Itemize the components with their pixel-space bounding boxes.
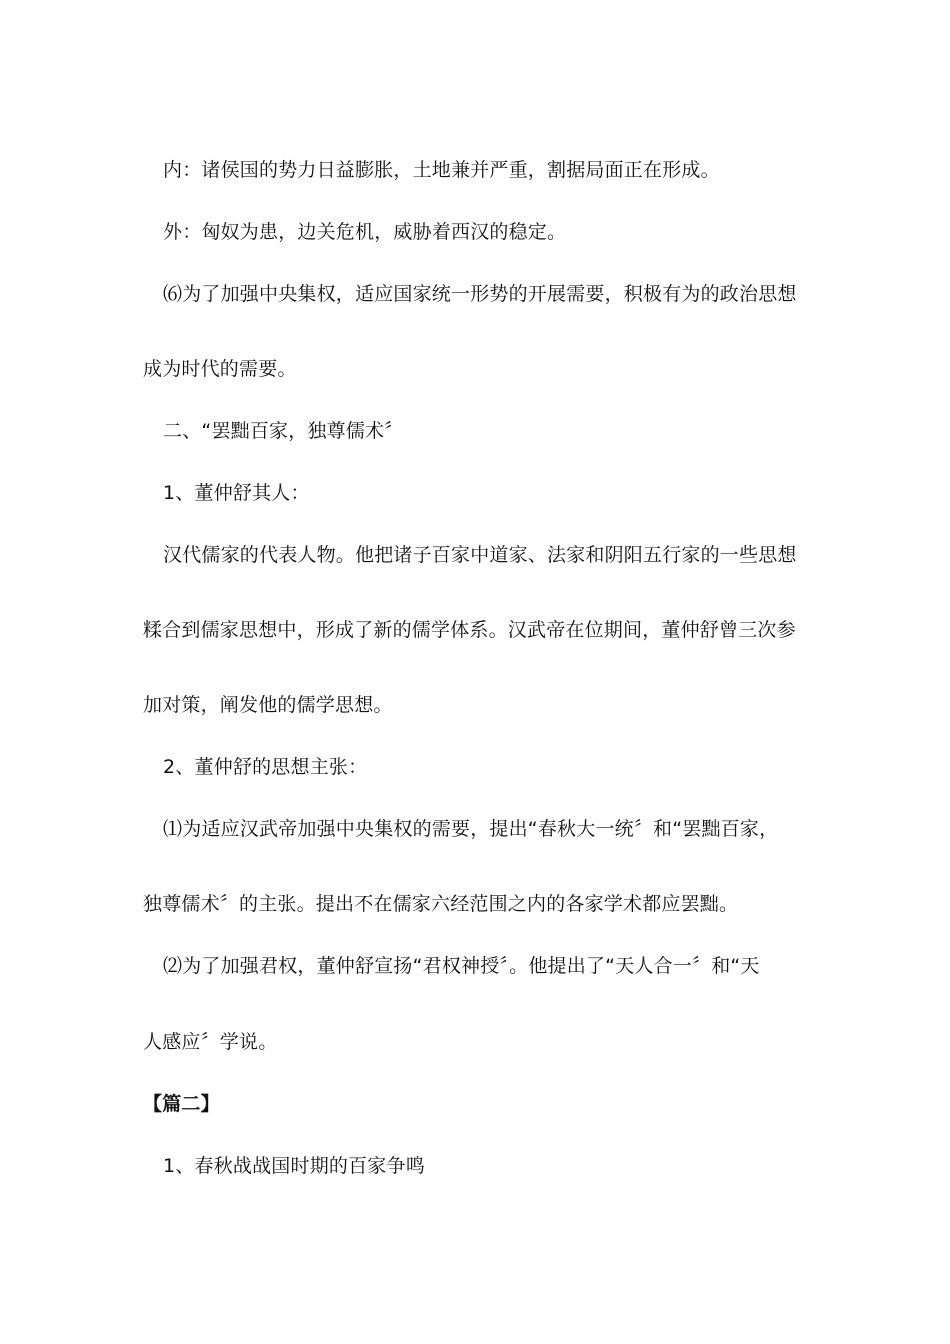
paragraph-item-6-continued: 成为时代的需要。 [143,358,297,380]
section-heading-2: 二、“罢黜百家，独尊儒术〞 [163,420,404,442]
paragraph-biography-3: 加对策，阐发他的儒学思想。 [143,694,393,716]
paragraph-idea-1-continued: 独尊儒术〞的主张。提出不在儒家六经范围之内的各家学术都应罢黜。 [143,893,739,915]
paragraph-idea-1: ⑴为适应汉武帝加强中央集权的需要，提出“春秋大一统〞和“罢黜百家， [163,818,779,840]
subheading-ideas: 2、董仲舒的思想主张： [163,756,368,778]
paragraph-internal-factor: 内：诸侯国的势力日益膨胀，土地兼并严重，割据局面正在形成。 [163,159,720,181]
paragraph-idea-2-continued: 人感应〞学说。 [143,1031,278,1053]
subheading-hundred-schools: 1、春秋战战国时期的百家争鸣 [163,1155,425,1177]
paragraph-item-6: ⑹为了加强中央集权，适应国家统一形势的开展需要，积极有为的政治思想 [163,283,797,305]
subheading-dong-zhongshu: 1、董仲舒其人： [163,482,310,504]
paragraph-idea-2: ⑵为了加强君权，董仲舒宣扬“君权神授〞。他提出了“天人合一〞和“天 [163,955,760,977]
paragraph-biography-1: 汉代儒家的代表人物。他把诸子百家中道家、法家和阴阳五行家的一些思想 [163,544,797,566]
part-heading: 【篇二】 [143,1093,220,1115]
paragraph-external-factor: 外：匈奴为患，边关危机，威胁着西汉的稳定。 [163,221,567,243]
paragraph-biography-2: 糅合到儒家思想中，形成了新的儒学体系。汉武帝在位期间，董仲舒曾三次参 [143,619,796,641]
